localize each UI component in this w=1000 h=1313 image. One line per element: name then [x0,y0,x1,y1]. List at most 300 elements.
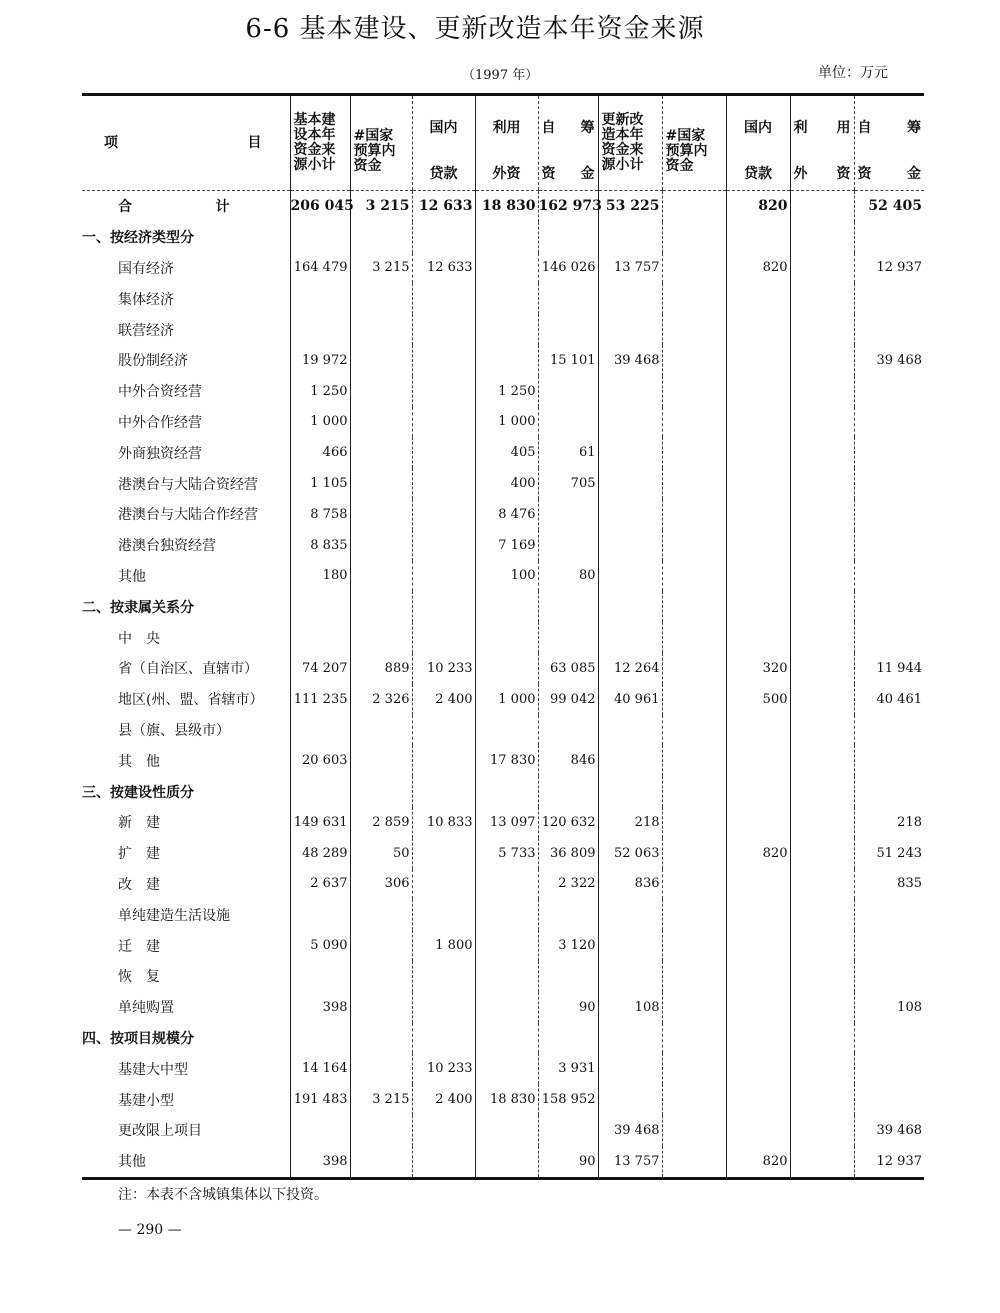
cell [290,283,350,314]
table-row [82,1053,924,1084]
cell: 466 [290,437,350,468]
cell [350,899,412,930]
cell [538,1115,598,1146]
cell [475,1053,538,1084]
cell [662,1023,726,1054]
cell [350,591,412,622]
cell: 36 809 [538,838,598,869]
cell: 2 637 [290,869,350,900]
basic-domestic-loan-header: 国内 贷款 [412,95,475,191]
table-body [82,191,924,1179]
cell [662,992,726,1023]
row-label: 改 建 [118,876,160,893]
cell: 3 120 [538,930,598,961]
cell [726,869,790,900]
section-row [82,1023,924,1054]
cell: 13 097 [475,807,538,838]
cell [662,499,726,530]
cell [350,345,412,376]
cell [790,376,854,407]
cell: 51 243 [854,838,924,869]
cell [662,807,726,838]
cell [475,314,538,345]
cell [662,468,726,499]
cell [538,530,598,561]
cell: 12 937 [854,1146,924,1178]
row-label: 中外合资经营 [118,384,202,401]
cell [598,499,662,530]
cell: 158 952 [538,1084,598,1115]
cell: 14 164 [290,1053,350,1084]
cell [662,961,726,992]
cell [290,1115,350,1146]
cell [538,376,598,407]
table-row [82,376,924,407]
cell: 111 235 [290,684,350,715]
row-label: 单纯购置 [118,1000,174,1017]
cell [726,437,790,468]
item-column-header: 项 目 [82,95,290,191]
cell [475,345,538,376]
cell [475,1146,538,1178]
cell [598,1053,662,1084]
cell: 2 400 [412,684,475,715]
cell [790,622,854,653]
cell [790,468,854,499]
cell [662,1146,726,1178]
cell [790,407,854,438]
cell [290,715,350,746]
cell: 61 [538,437,598,468]
cell: 820 [726,191,790,222]
row-label: 恢 复 [118,969,160,986]
row-label: 集体经济 [118,291,174,308]
cell [598,591,662,622]
cell [790,684,854,715]
row-label: 更改限上项目 [118,1123,202,1140]
table-row [82,1146,924,1178]
row-label: 新 建 [118,815,160,832]
cell: 5 090 [290,930,350,961]
table-row [82,530,924,561]
cell [412,561,475,592]
cell [598,283,662,314]
basic-subtotal-header: 基本建设本年资金来源小计 [290,95,350,191]
cell [538,1023,598,1054]
cell [854,407,924,438]
cell [726,930,790,961]
cell: 1 105 [290,468,350,499]
cell [854,1084,924,1115]
cell: 108 [854,992,924,1023]
cell: 17 830 [475,745,538,776]
cell [412,222,475,253]
table-row [82,437,924,468]
cell [662,1084,726,1115]
cell [662,776,726,807]
cell: 40 461 [854,684,924,715]
cell [662,715,726,746]
cell [290,776,350,807]
cell [598,776,662,807]
cell [350,283,412,314]
cell [350,314,412,345]
cell [350,622,412,653]
cell: 820 [726,1146,790,1178]
cell [412,468,475,499]
cell [598,376,662,407]
cell: 3 215 [350,1084,412,1115]
cell [790,992,854,1023]
cell [598,622,662,653]
row-label: 省（自治区、直辖市） [118,661,258,678]
cell: 162 973 [538,191,598,222]
cell [790,838,854,869]
row-label: 其他 [118,568,146,585]
page-number: — 290 — [118,1222,182,1238]
cell [726,1053,790,1084]
cell [790,253,854,284]
cell [790,345,854,376]
row-label: 港澳台独资经营 [118,538,216,555]
cell [726,222,790,253]
cell [790,283,854,314]
cell [790,899,854,930]
cell [412,407,475,438]
cell [412,899,475,930]
cell: 18 830 [475,191,538,222]
cell: 846 [538,745,598,776]
cell [598,314,662,345]
cell [854,715,924,746]
cell: 180 [290,561,350,592]
cell [412,314,475,345]
cell: 400 [475,468,538,499]
cell: 39 468 [854,1115,924,1146]
cell [538,961,598,992]
cell [790,591,854,622]
title-text: 6-6 基本建设、更新改造本年资金来源 [245,14,705,44]
cell: 3 931 [538,1053,598,1084]
table-row [82,1115,924,1146]
cell [726,992,790,1023]
cell [854,591,924,622]
cell [598,1084,662,1115]
cell [726,407,790,438]
cell [412,622,475,653]
cell [350,1053,412,1084]
cell [412,591,475,622]
cell [598,561,662,592]
cell [726,1084,790,1115]
table-row [82,499,924,530]
cell [475,591,538,622]
row-label: 基建大中型 [118,1061,188,1078]
cell: 705 [538,468,598,499]
table-row [82,1084,924,1115]
table-row [82,653,924,684]
cell [538,715,598,746]
cell [790,869,854,900]
cell [662,253,726,284]
table-row [82,992,924,1023]
total-row [82,191,924,222]
cell [854,899,924,930]
cell: 1 800 [412,930,475,961]
row-label: 港澳台与大陆合资经营 [118,476,258,493]
cell: 108 [598,992,662,1023]
cell [854,283,924,314]
cell [790,437,854,468]
cell [662,1053,726,1084]
cell: 1 250 [475,376,538,407]
row-label: 港澳台与大陆合作经营 [118,507,258,524]
total-label: 合 计 [118,199,230,216]
cell [726,591,790,622]
cell [726,314,790,345]
cell [854,1053,924,1084]
cell [412,283,475,314]
cell [598,715,662,746]
cell [598,961,662,992]
cell [790,222,854,253]
cell [662,1115,726,1146]
cell [790,314,854,345]
section-row [82,776,924,807]
cell [412,992,475,1023]
row-label: 县（旗、县级市） [118,722,230,739]
table-row [82,715,924,746]
cell [726,622,790,653]
cell [662,561,726,592]
cell [662,222,726,253]
table-row [82,253,924,284]
cell: 2 322 [538,869,598,900]
cell [662,283,726,314]
cell: 13 757 [598,1146,662,1178]
cell: 50 [350,838,412,869]
table-year: （1997 年） [462,68,539,83]
row-label: 中外合作经营 [118,414,202,431]
cell: 5 733 [475,838,538,869]
table-row [82,930,924,961]
cell [475,899,538,930]
cell [726,745,790,776]
cell: 218 [598,807,662,838]
cell [598,745,662,776]
cell [662,869,726,900]
cell [790,715,854,746]
cell: 74 207 [290,653,350,684]
cell [790,561,854,592]
cell [538,407,598,438]
table-row [82,283,924,314]
cell [475,992,538,1023]
cell: 405 [475,437,538,468]
basic-foreign-capital-header: 利用 外资 [475,95,538,191]
cell [538,314,598,345]
cell: 63 085 [538,653,598,684]
cell [538,591,598,622]
table-row [82,961,924,992]
cell [538,622,598,653]
section-label: 二、按隶属关系分 [82,599,194,616]
section-label: 一、按经济类型分 [82,230,194,247]
cell [854,1023,924,1054]
cell [726,561,790,592]
row-label: 中 央 [118,630,160,647]
cell: 11 944 [854,653,924,684]
cell [790,653,854,684]
footnote: 注：本表不含城镇集体以下投资。 [118,1187,328,1203]
cell: 100 [475,561,538,592]
cell [662,591,726,622]
cell: 820 [726,838,790,869]
renewal-foreign-capital-header: 利 用 外 资 [790,95,854,191]
cell [662,314,726,345]
cell: 39 468 [598,345,662,376]
cell: 52 405 [854,191,924,222]
cell: 320 [726,653,790,684]
cell [412,869,475,900]
table-row [82,684,924,715]
cell [290,961,350,992]
cell [854,961,924,992]
cell [726,1115,790,1146]
cell: 191 483 [290,1084,350,1115]
cell [290,1023,350,1054]
cell [662,745,726,776]
cell [475,283,538,314]
table-row [82,745,924,776]
cell [412,345,475,376]
cell: 8 476 [475,499,538,530]
cell [726,807,790,838]
cell [475,715,538,746]
cell [854,622,924,653]
cell [598,407,662,438]
cell [598,437,662,468]
table-row [82,314,924,345]
cell: 820 [726,253,790,284]
cell: 2 326 [350,684,412,715]
cell: 10 233 [412,1053,475,1084]
renewal-subtotal-header: 更新改造本年资金来源小计 [598,95,662,191]
cell [790,191,854,222]
table-row [82,899,924,930]
cell [350,992,412,1023]
header-row [82,95,924,191]
cell: 2 400 [412,1084,475,1115]
cell: 7 169 [475,530,538,561]
cell: 146 026 [538,253,598,284]
cell: 889 [350,653,412,684]
cell: 120 632 [538,807,598,838]
cell: 149 631 [290,807,350,838]
cell: 398 [290,992,350,1023]
cell [854,499,924,530]
renewal-domestic-loan-header: 国内 贷款 [726,95,790,191]
cell [412,499,475,530]
cell [538,899,598,930]
table-row [82,807,924,838]
cell: 8 758 [290,499,350,530]
cell [598,930,662,961]
cell [854,745,924,776]
cell: 53 225 [598,191,662,222]
renewal-state-budget-header: #国家预算内资金 [662,95,726,191]
cell [854,776,924,807]
cell [598,222,662,253]
cell [412,715,475,746]
cell [726,376,790,407]
cell [726,345,790,376]
table-row [82,561,924,592]
cell [726,468,790,499]
cell [662,622,726,653]
cell [350,961,412,992]
cell: 10 833 [412,807,475,838]
cell [350,468,412,499]
cell [350,561,412,592]
row-label: 股份制经济 [118,353,188,370]
cell: 1 000 [290,407,350,438]
cell [854,468,924,499]
cell [726,776,790,807]
cell: 48 289 [290,838,350,869]
section-row [82,591,924,622]
cell [790,530,854,561]
cell [598,468,662,499]
cell [538,776,598,807]
cell [854,222,924,253]
cell: 835 [854,869,924,900]
cell: 19 972 [290,345,350,376]
section-label: 三、按建设性质分 [82,784,194,801]
cell [662,376,726,407]
cell: 218 [854,807,924,838]
row-label: 地区(州、盟、省辖市） [118,692,264,709]
cell [412,745,475,776]
cell: 99 042 [538,684,598,715]
cell: 12 937 [854,253,924,284]
cell [790,1115,854,1146]
cell [350,1115,412,1146]
cell [726,283,790,314]
cell [475,930,538,961]
cell [790,745,854,776]
cell [662,684,726,715]
cell: 12 633 [412,253,475,284]
cell [538,499,598,530]
page-title [0,8,1000,45]
cell [854,561,924,592]
cell [350,407,412,438]
cell [350,222,412,253]
cell [350,930,412,961]
row-label: 国有经济 [118,260,174,277]
cell [290,222,350,253]
table-row [82,838,924,869]
table-row [82,869,924,900]
table-row [82,468,924,499]
cell [290,591,350,622]
cell: 20 603 [290,745,350,776]
cell [854,314,924,345]
renewal-self-raised-header: 自 筹 资 金 [854,95,924,191]
cell [662,653,726,684]
cell: 8 835 [290,530,350,561]
